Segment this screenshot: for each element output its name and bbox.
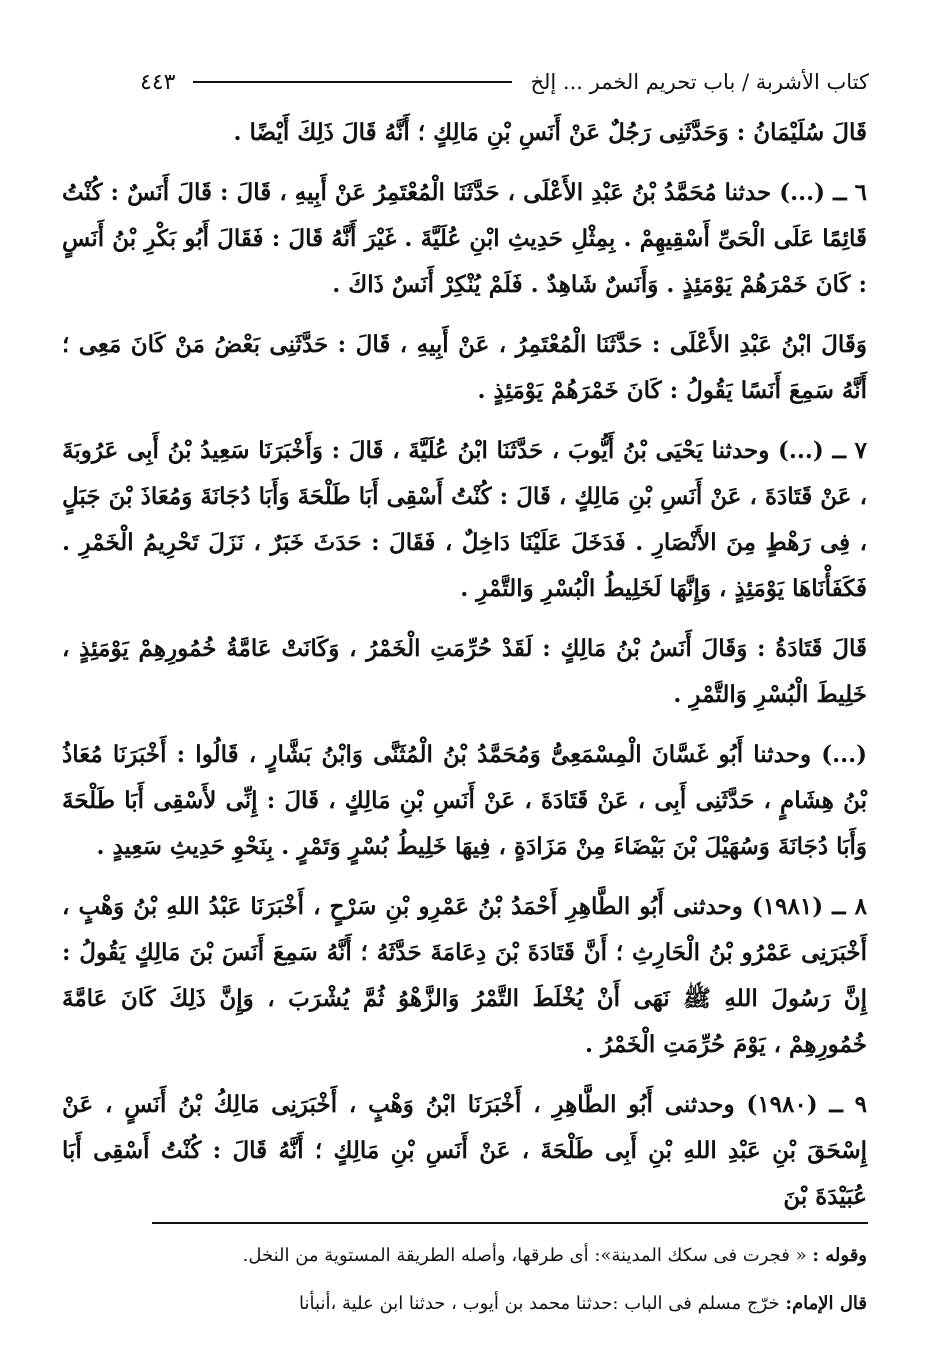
page-number: ٤٤٣ xyxy=(140,69,176,95)
footnote-label: قال الإمام: xyxy=(785,1293,867,1314)
footnote-text: « فجرت فى سكك المدينة»: أى طرقها، وأصله الطريقة المستوية من النخل. xyxy=(242,1245,813,1266)
paragraph-5: قَالَ قَتَادَةُ : وَقَالَ أَنَسُ بْنُ مَالِكٍ : لَقَدْ حُرِّمَتِ الْخَمْرُ ، وَكَانَتْ عَامَّةُ خُمُورِهِمْ يَوْمَئِذٍ ، خَلِيطَ الْبُسْرِ وَالتَّمْرِ . xyxy=(62,635,867,708)
footnote-text: خرّج مسلم فى الباب :حدثنا محمد بن أيوب ، حدثنا ابن علية ،أنبأنا xyxy=(299,1293,786,1314)
header-title: كتاب الأشربة / باب تحريم الخمر ... إلخ xyxy=(530,70,869,94)
footnote-2 xyxy=(62,1280,867,1328)
paragraph-2: ٦ ــ (...) حدثنا مُحَمَّدُ بْنُ عَبْدِ الأَعْلَى ، حَدَّثَنَا الْمُعْتَمِرُ عَنْ أَبِيهِ ، قَالَ : قَالَ أَنَسٌ : كُنْتُ قَائِمًا عَلَى الْحَىِّ أَسْقِيهِمْ . بِمِثْلِ حَدِيثِ ابْنِ عُلَيَّةَ . غَيْرَ أَنَّهُ قَالَ : فَقَالَ أَبُو بَكْرِ بْنُ أَنَسٍ : كَانَ خَمْرَهُمْ يَوْمَئِذٍ . وَأَنَسٌ شَاهِدٌ . فَلَمْ يُنْكِرْ أَنَسٌ ذَاكَ . xyxy=(62,179,867,298)
paragraph-8: ٩ ــ (١٩٨٠) وحدثنى أَبُو الطَّاهِرِ ، أَخْبَرَنَا ابْنُ وَهْبٍ ، أَخْبَرَنِى مَالِكُ بْنُ أَنَسٍ ، عَنْ إِسْحَقَ بْنِ عَبْدِ اللهِ بْنِ أَبِى طَلْحَةَ ، عَنْ أَنَسِ بْنِ مَالِكٍ ؛ أَنَّهُ قَالَ : كُنْتُ أَسْقِى أَبَا عُبَيْدَةَ بْنَ xyxy=(62,1091,868,1210)
paragraph-4: ٧ ــ (...) وحدثنا يَحْيَى بْنُ أَيُّوبَ ، حَدَّثَنَا ابْنُ عُلَيَّةَ ، قَالَ : وَأَخْبَرَنَا سَعِيدُ بْنُ أَبِى عَرُوبَةَ ، عَنْ قَتَادَةَ ، عَنْ أَنَسِ بْنِ مَالِكٍ ، قَالَ : كُنْتُ أَسْقِى أَبَا طَلْحَةَ وَأَبَا دُجَانَةَ وَمُعَاذَ بْنَ جَبَلٍ ، فِى رَهْطٍ مِنَ الأَنْصَارِ . فَدَخَلَ عَلَيْنَا دَاخِلٌ ، فَقَالَ : حَدَثَ خَبَرٌ ، نَزَلَ تَحْرِيمُ الْخَمْرِ . فَكَفَأْنَاهَا يَوْمَئِذٍ ، وَإِنَّهَا لَخَلِيطُ الْبُسْرِ وَالتَّمْرِ . xyxy=(62,437,867,602)
footnote-divider xyxy=(152,1222,868,1224)
running-header xyxy=(140,62,869,102)
paragraph-6: (...) وحدثنا أَبُو غَسَّانَ الْمِسْمَعِىُّ وَمُحَمَّدُ بْنُ الْمُثَنَّى وَابْنُ بَشَّارٍ ، قَالُوا : أَخْبَرَنَا مُعَاذُ بْنُ هِشَامٍ ، حَدَّثَنِى أَبِى ، عَنْ قَتَادَةَ ، عَنْ أَنَسِ بْنِ مَالِكٍ ، قَالَ : إِنِّى لأَسْقِى أَبَا طَلْحَةَ وَأَبَا دُجَانَةَ وَسُهَيْلَ بْنَ بَيْضَاءَ مِنْ مَزَادَةٍ ، فِيهَا خَلِيطُ بُسْرٍ وَتَمْرٍ . بِنَحْوِ حَدِيثِ سَعِيدٍ . xyxy=(62,741,867,860)
footnote-label: وقوله : xyxy=(812,1245,867,1266)
main-text xyxy=(62,110,867,1234)
footnotes xyxy=(62,1232,867,1328)
footnote-1 xyxy=(62,1232,867,1280)
paragraph-3: وَقَالَ ابْنُ عَبْدِ الأَعْلَى : حَدَّثَنَا الْمُعْتَمِرُ ، عَنْ أَبِيهِ ، قَالَ : حَدَّثَنِى بَعْضُ مَنْ كَانَ مَعِى ؛ أَنَّهُ سَمِعَ أَنَسًا يَقُولُ : كَانَ خَمْرَهُمْ يَوْمَئِذٍ . xyxy=(62,331,867,404)
header-rule xyxy=(193,81,512,83)
paragraph-1: قَالَ سُلَيْمَانُ : وَحَدَّثَنِى رَجُلٌ عَنْ أَنَسِ بْنِ مَالِكٍ ؛ أَنَّهُ قَالَ ذَلِكَ أَيْضًا . xyxy=(233,119,867,146)
paragraph-7: ٨ ــ (١٩٨١) وحدثنى أَبُو الطَّاهِرِ أَحْمَدُ بْنُ عَمْرِو بْنِ سَرْحٍ ، أَخْبَرَنَا عَبْدُ اللهِ بْنُ وَهْبٍ ، أَخْبَرَنِى عَمْرُو بْنُ الْحَارِثِ ؛ أَنَّ قَتَادَةَ بْنَ دِعَامَةَ حَدَّثَهُ ؛ أَنَّهُ سَمِعَ أَنَسَ بْنَ مَالِكٍ يَقُولُ : إِنَّ رَسُولَ اللهِ ﷺ نَهَى أَنْ يُخْلَطَ التَّمْرُ وَالزَّهْوُ ثُمَّ يُشْرَبَ ، وَإِنَّ ذَلِكَ كَانَ عَامَّةَ خُمُورِهِمْ ، يَوْمَ حُرِّمَتِ الْخَمْرُ . xyxy=(62,893,868,1058)
